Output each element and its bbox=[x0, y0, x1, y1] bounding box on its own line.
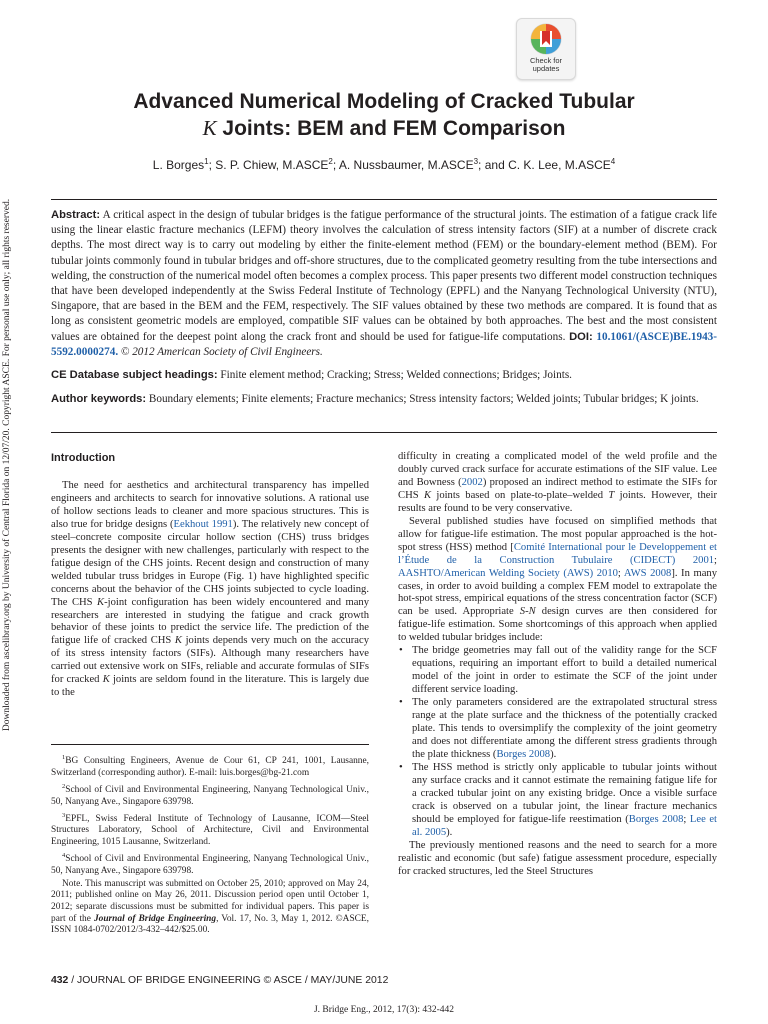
list-item: • The only parameters considered are the extrapolated structural stress range at the plate surface and the thickness of the potentially cracked plate. This tends to oversimplify the complexity of the joint geometry and does not differentiate among the different stress gradients through the plate thickness (Borges 2008). bbox=[399, 697, 717, 760]
subject-label: CE Database subject headings: bbox=[51, 369, 218, 381]
crossmark-label-1: Check for bbox=[529, 56, 563, 65]
manuscript-note: Note. This manuscript was submitted on October 25, 2010; approved on May 24, 2011; published online on May 26, 2011. Discussion period open until October 1, 2012; separate discussions must be submitted for individual papers. This paper is part of the Journal of Bridge Engineering, Vol. 17, No. 3, May 1, 2012. ©ASCE, ISSN 1084-0702/2012/3-432–442/$25.00. bbox=[51, 878, 369, 936]
ref-eekhout-1991[interactable]: Eekhout 1991 bbox=[173, 518, 233, 530]
bullet-icon: • bbox=[399, 761, 403, 773]
list-item: • The HSS method is strictly only applicable to tubular joints without any surface cracks and it cannot estimate the remaining fatigue life for a cracked tubular joint on any existing bridge. Once a visible surface crack is observed on a tubular joint, the linear fracture mechanics should be employed for fatigue-life reestimation (Borges 2008; Lee et al. 2005). bbox=[399, 761, 718, 838]
author-4: ; and C. K. Lee, M.ASCE bbox=[478, 158, 611, 172]
footnote-rule bbox=[51, 744, 369, 745]
abstract-bottom-rule bbox=[51, 432, 717, 433]
crossmark-icon bbox=[529, 22, 563, 56]
title-line-1: Advanced Numerical Modeling of Cracked Tubular bbox=[133, 90, 635, 113]
author-keywords bbox=[51, 392, 717, 407]
title-line-2: Joints: BEM and FEM Comparison bbox=[216, 117, 566, 140]
left-column bbox=[51, 451, 369, 700]
bullet-icon: • bbox=[399, 697, 403, 709]
copyright-line: © 2012 American Society of Civil Engineers. bbox=[118, 345, 323, 358]
subject-text: Finite element method; Cracking; Stress; Welded connections; Bridges; Joints. bbox=[217, 369, 572, 381]
journal-name: Journal of Bridge Engineering bbox=[93, 913, 217, 924]
doi-link[interactable]: 10.1061/(ASCE)BE.1943-5592.0000274. bbox=[51, 330, 717, 358]
right-paragraph-3: The previously mentioned reasons and the need to search for a more realistic and economic (but safe) fatigue assessment procedure, especially for cracked structures, led the Steel Structures bbox=[398, 839, 717, 877]
keywords-label: Author keywords: bbox=[51, 393, 147, 405]
footnote-2: $^2$School of Civil and Environmental Engineering, Nanyang Technological Univ., 50, Nanyang Ave., Singapore 639798. bbox=[51, 782, 369, 807]
ref-aws-2008[interactable]: AWS 2008 bbox=[623, 567, 672, 579]
abstract-text: A critical aspect in the design of tubular bridges is the fatigue performance of the structural joints. The estimation of a fatigue crack life using the linear elastic fracture mechanics (LEFM) theory involves the calculation of stress intensity factors (SIF) at a number of discrete crack depths. The most direct way is to carry out modeling by either the finite-element method (FEM) or the boundary-element method (BEM). For tubular joints commonly found in tubular bridges and off-shore structures, due to the complicated geometry resulting from the tube intersections and welding, the construction of the numerical model often becomes a complex process. This paper presents two different model construction techniques that have been developed independently at the Swiss Federal Institute of Technology (EPFL) and the Nanyang Technological University (NTU), Singapore, that are based in the BEM and the FEM, respectively. The SIF values obtained by these two methods are compared. It is found that as long as consistent geometric models are employed, compatible SIF values can be obtained by both approaches. The best and the most consistent values are obtained for the deepest point along the crack front and should be used for fatigue-life computations. bbox=[51, 209, 717, 343]
footnote-1: $^1$BG Consulting Engineers, Avenue de Cour 61, CP 241, 1001, Lausanne, Switzerland (corresponding author). E-mail: luis.borges@bg-21.com bbox=[51, 754, 369, 778]
author-list bbox=[40, 157, 728, 172]
title-k-symbol: K bbox=[202, 116, 217, 140]
page-footer bbox=[51, 975, 388, 986]
author-3: ; A. Nussbaumer, M.ASCE bbox=[332, 158, 474, 172]
ref-lee-bowness-2002[interactable]: 2002 bbox=[461, 476, 483, 488]
bullet-icon: • bbox=[399, 645, 403, 657]
abstract-label: Abstract: bbox=[51, 209, 101, 221]
download-notice: Downloaded from ascelibrary.org by University of Central Florida on 12/07/20. Copyright ASCE. For personal use only; all rights reserved. bbox=[2, 198, 12, 732]
journal-footer: / JOURNAL OF BRIDGE ENGINEERING © ASCE / MAY/JUNE 2012 bbox=[68, 975, 389, 986]
doi-label: DOI: bbox=[569, 330, 593, 343]
ref-borges-2008[interactable]: Borges 2008 bbox=[628, 813, 684, 825]
right-column bbox=[398, 451, 717, 878]
footnote-4: $^4$School of Civil and Environmental Engineering, Nanyang Technological Univ., 50, Nanyang Ave., Singapore 639798. bbox=[51, 852, 369, 876]
author-2: ; S. P. Chiew, M.ASCE bbox=[208, 158, 329, 172]
keywords-text: Boundary elements; Finite elements; Fracture mechanics; Stress intensity factors; Welded joints; Tubular bridges; K joints. bbox=[146, 393, 699, 405]
list-item: • The bridge geometries may fall out of the validity range for the SCF equations, requiring an important effort to build a detailed numerical model of the joint in order to estimate the SCF of the joint under different service loading. bbox=[399, 645, 717, 696]
subject-headings bbox=[51, 368, 717, 383]
shortcomings-list bbox=[398, 645, 717, 839]
right-paragraph-1: difficulty in creating a complicated model of the weld profile and the doubly curved crack surface for accurate estimations of the SIF value. Lee and Bowness (2002) proposed an indirect method to estimate the SIFs for CHS K joints based on plate-to-plate–welded T joints. However, their results are found to be very conservative. bbox=[398, 451, 717, 514]
abstract-top-rule bbox=[51, 199, 717, 200]
author-2-affil: 2 bbox=[328, 157, 333, 166]
author-3-affil: 3 bbox=[473, 157, 479, 166]
ref-cidect-2001[interactable]: Comité International pour le Developpement et l’Étude de la Construction Tubulaire (CIDECT) 2001 bbox=[398, 541, 717, 566]
article-title bbox=[40, 88, 728, 142]
footnotes bbox=[51, 752, 369, 938]
ref-lee-2005[interactable]: Lee et al. 2005 bbox=[412, 813, 718, 838]
ref-aashto-aws-2010[interactable]: AASHTO/American Welding Society (AWS) 2010 bbox=[398, 567, 618, 579]
citation-line: J. Bridge Eng., 2012, 17(3): 432-442 bbox=[313, 1005, 455, 1015]
author-1-affil: 1 bbox=[204, 157, 209, 166]
page-number: 432 bbox=[51, 975, 69, 986]
crossmark-label-2: updates bbox=[532, 64, 560, 73]
check-for-updates-badge[interactable] bbox=[516, 18, 576, 80]
author-4-affil: 4 bbox=[610, 157, 616, 166]
section-heading-introduction: Introduction bbox=[51, 452, 116, 464]
right-paragraph-2: Several published studies have focused on simplified methods that allow for fatigue-life estimation. The most popular approached is the hot-spot stress (HSS) method [Comité International pour le Developpement et l’Étude de la Construction Tubulaire (CIDECT) 2001; AASHTO/American Welding Society (AWS) 2010; AWS 2008]. In many cases, in order to avoid building a complex FEM model to extrapolate the hot-spot stress, empirical equations of the stress concentration factor (SCF) can be used. Appropriate S-N design curves are then considered for fatigue-life estimation. Some shortcomings of this approach when applied to welded tubular bridges include: bbox=[398, 515, 717, 644]
footnote-3: $^3$EPFL, Swiss Federal Institute of Technology of Lausanne, ICOM—Steel Structures Laboratory, School of Architecture, Civil and Environmental Engineering, 1015 Lausanne, Switzerland. bbox=[51, 811, 369, 847]
author-1: L. Borges bbox=[152, 158, 205, 172]
intro-paragraph: The need for aesthetics and architectural transparency has impelled engineers and architects to search for innovative solutions. A rational use of hollow sections leads to cleaner and more spacious structures. This is also true for bridge designs (Eekhout 1991). The relatively new concept of steel–concrete composite circular hollow section (CHS) truss bridges presents the designer with new challenges, particularly with respect to the fatigue design of the CHS joints. Recent design and construction of many welded tubular truss bridges in Europe (Fig. 1) have highlighted specific concerns about the behavior of the CHS joints subjected to cycle loading. The CHS K-joint configuration has been widely encountered and many researchers are interested in studying the fatigue and crack growth behavior of these joints to predict the service life. The prediction of the fatigue life of cracked CHS K joints depends very much on the accuracy of its stress intensity factors (SIFs). Although many researchers have carried out extensive work on SIFs, reliable and accurate formulas of SIFs for cracked K joints are seldom found in the literature. This is largely due to the bbox=[51, 480, 370, 699]
ref-borges-2008[interactable]: Borges 2008 bbox=[496, 748, 551, 760]
abstract bbox=[51, 208, 717, 360]
